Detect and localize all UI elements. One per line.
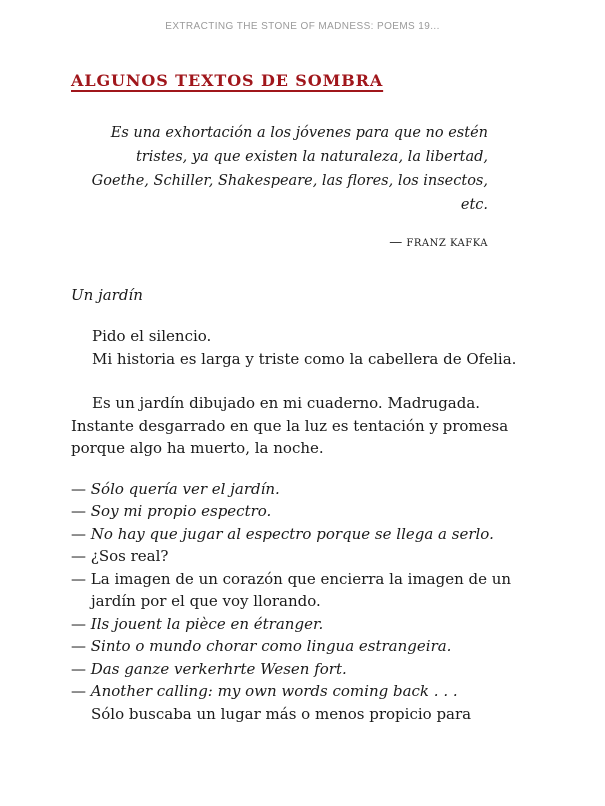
epigraph-line: etc. <box>460 197 488 213</box>
attribution-dash: — <box>389 235 403 250</box>
verse-line: porque algo ha muerto, la noche. <box>71 439 324 457</box>
verse-line: Mi historia es larga y triste como la cabellera de Ofelia. <box>92 349 517 368</box>
dialogue-line <box>71 613 541 636</box>
dialogue-text: Ils jouent la pièce en étranger. <box>90 614 324 633</box>
dialogue-dash: — <box>71 524 91 543</box>
verse-line: Instante desgarrado en que la luz es tentación y promesa <box>71 416 509 435</box>
dialogue-text: Soy mi propio espectro. <box>90 502 272 520</box>
dialogue-dash: — <box>71 637 91 655</box>
dialogue-line <box>71 635 541 658</box>
epigraph <box>71 121 541 217</box>
dialogue-dash: — <box>71 547 91 565</box>
epigraph-line: tristes, ya que existen la naturaleza, la libertad, <box>135 149 488 165</box>
running-header: EXTRACTING THE STONE OF MADNESS: POEMS 19... <box>165 21 440 32</box>
dialogue-dash: — <box>71 659 91 678</box>
verse-line: Es un jardín dibujado en mi cuaderno. Madrugada. <box>92 394 481 412</box>
dialogue-text: Das ganze verkerhrte Wesen fort. <box>90 659 347 678</box>
dialogue-line <box>71 680 541 703</box>
dialogue-text: La imagen de un corazón que encierra la imagen de un jardín por el que voy llorando. <box>90 569 512 610</box>
verse-line: Pido el silencio. <box>92 327 212 345</box>
dialogue-line <box>71 478 541 501</box>
dialogue-dash: — <box>71 682 91 700</box>
poem-title: Un jardín <box>71 286 143 304</box>
epigraph-attribution <box>71 233 541 254</box>
dialogue-line <box>71 523 541 546</box>
verse-line: Sólo buscaba un lugar más o menos propicio para <box>91 704 472 723</box>
dialogue-text: Another calling: my own words coming back . . . <box>90 682 458 700</box>
stanza-1 <box>71 325 541 370</box>
epigraph-line: Goethe, Schiller, Shakespeare, las flores, los insectos, <box>91 173 488 189</box>
dialogue-text: ¿Sos real? <box>90 547 169 565</box>
page-content <box>71 70 541 725</box>
dialogue-list <box>71 478 541 703</box>
dialogue-line <box>71 500 541 523</box>
dialogue-dash: — <box>71 614 91 633</box>
dialogue-dash: — <box>71 479 91 498</box>
dialogue-dash: — <box>71 502 91 520</box>
dialogue-text: No hay que jugar al espectro porque se llega a serlo. <box>90 524 494 543</box>
attribution-author: FRANZ KAFKA <box>406 238 488 249</box>
dialogue-line <box>71 568 541 613</box>
section-title: ALGUNOS TEXTOS DE SOMBRA <box>71 71 384 90</box>
dialogue-text: Sinto o mundo chorar como lingua estrangeira. <box>90 637 452 655</box>
dialogue-line <box>71 545 541 568</box>
dialogue-text: Sólo quería ver el jardín. <box>90 479 280 498</box>
stanza-2 <box>71 392 541 460</box>
dialogue-dash: — <box>71 569 91 588</box>
epigraph-line: Es una exhortación a los jóvenes para que no estén <box>110 125 488 141</box>
dialogue-line <box>71 658 541 681</box>
